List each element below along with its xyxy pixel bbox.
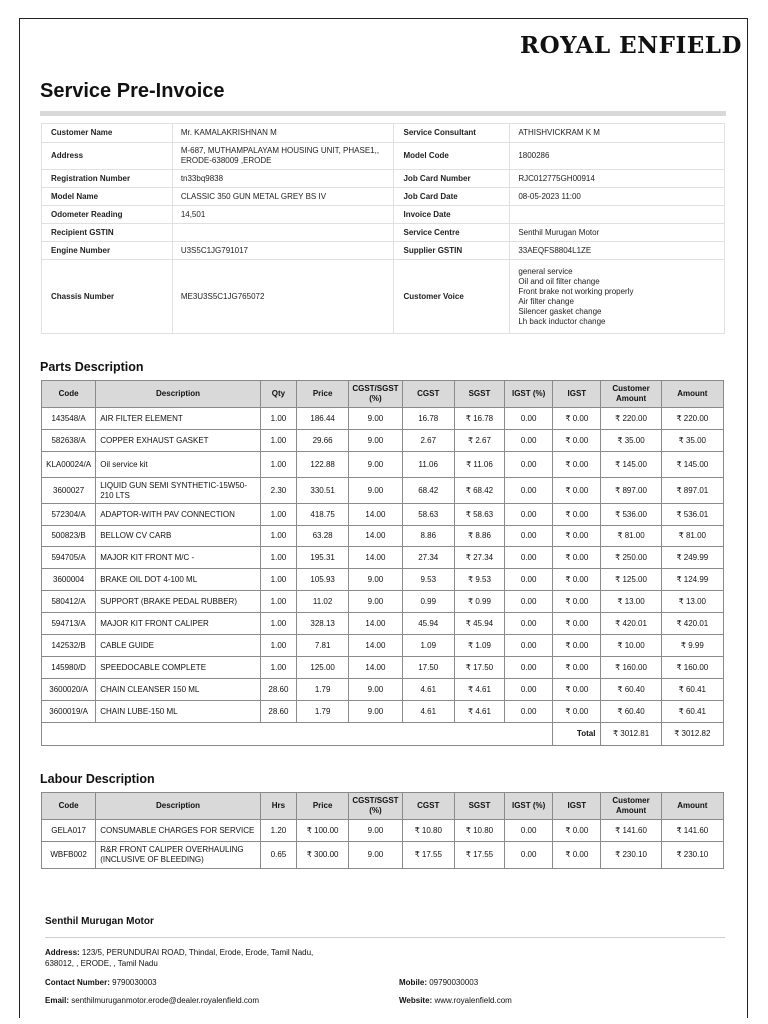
amount-cell: ₹ 230.10 bbox=[661, 842, 723, 869]
qty-cell: 1.00 bbox=[260, 635, 296, 657]
sgst-cell: ₹ 45.94 bbox=[454, 613, 504, 635]
cgst-cell: ₹ 17.55 bbox=[402, 842, 454, 869]
table-row bbox=[42, 504, 724, 526]
description-cell: AIR FILTER ELEMENT bbox=[96, 408, 261, 430]
info-label: Address bbox=[42, 143, 173, 170]
cgst-cell: 2.67 bbox=[402, 430, 454, 452]
code-cell: 594713/A bbox=[42, 613, 96, 635]
cgst-cell: ₹ 10.80 bbox=[402, 820, 454, 842]
code-cell: GELA017 bbox=[42, 820, 96, 842]
cgst-cell: 8.86 bbox=[402, 526, 454, 547]
qty-cell: 1.00 bbox=[260, 657, 296, 679]
column-header: Qty bbox=[260, 381, 296, 408]
qty-cell: 28.60 bbox=[260, 701, 296, 723]
column-header: IGST (%) bbox=[505, 381, 553, 408]
igst-rate-cell: 0.00 bbox=[505, 526, 553, 547]
total-spacer bbox=[42, 723, 553, 746]
table-row bbox=[42, 547, 724, 569]
price-cell: ₹ 100.00 bbox=[297, 820, 349, 842]
igst-rate-cell: 0.00 bbox=[505, 657, 553, 679]
info-label: Service Consultant bbox=[394, 124, 510, 143]
qty-cell: 28.60 bbox=[260, 679, 296, 701]
igst-rate-cell: 0.00 bbox=[505, 635, 553, 657]
code-cell: 500823/B bbox=[42, 526, 96, 547]
info-value: CLASSIC 350 GUN METAL GREY BS IV bbox=[172, 188, 394, 206]
description-cell: SUPPORT (BRAKE PEDAL RUBBER) bbox=[96, 591, 261, 613]
gst-rate-cell: 9.00 bbox=[349, 569, 402, 591]
gst-rate-cell: 9.00 bbox=[349, 591, 402, 613]
cgst-cell: 16.78 bbox=[402, 408, 454, 430]
description-cell: SPEEDOCABLE COMPLETE bbox=[96, 657, 261, 679]
code-cell: 145980/D bbox=[42, 657, 96, 679]
table-row bbox=[42, 430, 724, 452]
labour-heading: Labour Description bbox=[40, 772, 155, 786]
title-divider bbox=[40, 111, 726, 116]
sgst-cell: ₹ 27.34 bbox=[454, 547, 504, 569]
info-row bbox=[42, 124, 725, 143]
labour-table bbox=[41, 792, 724, 869]
table-row bbox=[42, 591, 724, 613]
description-cell: R&R FRONT CALIPER OVERHAULING (INCLUSIVE OF BLEEDING) bbox=[96, 842, 261, 869]
price-cell: 105.93 bbox=[297, 569, 349, 591]
price-cell: 125.00 bbox=[297, 657, 349, 679]
qty-cell: 0.65 bbox=[260, 842, 296, 869]
gst-rate-cell: 14.00 bbox=[349, 657, 402, 679]
info-row bbox=[42, 224, 725, 242]
gst-rate-cell: 9.00 bbox=[349, 679, 402, 701]
sgst-cell: ₹ 2.67 bbox=[454, 430, 504, 452]
column-header: Customer Amount bbox=[601, 381, 661, 408]
igst-rate-cell: 0.00 bbox=[505, 701, 553, 723]
table-row bbox=[42, 842, 724, 869]
address-value: 123/5, PERUNDURAI ROAD, Thindal, Erode, Erode, Tamil Nadu, 638012, , ERODE, , Tamil Nadu bbox=[45, 948, 314, 968]
customer-amount-cell: ₹ 81.00 bbox=[601, 526, 661, 547]
info-value: 14,501 bbox=[172, 206, 394, 224]
info-label: Model Name bbox=[42, 188, 173, 206]
qty-cell: 1.00 bbox=[260, 591, 296, 613]
cgst-cell: 45.94 bbox=[402, 613, 454, 635]
amount-cell: ₹ 13.00 bbox=[661, 591, 723, 613]
price-cell: 7.81 bbox=[297, 635, 349, 657]
igst-rate-cell: 0.00 bbox=[505, 430, 553, 452]
table-row bbox=[42, 478, 724, 504]
gst-rate-cell: 14.00 bbox=[349, 526, 402, 547]
code-cell: WBFB002 bbox=[42, 842, 96, 869]
column-header: IGST (%) bbox=[505, 793, 553, 820]
email-value[interactable]: senthilmuruganmotor.erode@dealer.royalenfield.com bbox=[71, 996, 260, 1005]
sgst-cell: ₹ 11.06 bbox=[454, 452, 504, 478]
amount-cell: ₹ 124.99 bbox=[661, 569, 723, 591]
sgst-cell: ₹ 17.50 bbox=[454, 657, 504, 679]
info-value: tn33bq9838 bbox=[172, 170, 394, 188]
royal-enfield-logo: ROYAL ENFIELD bbox=[520, 32, 742, 59]
total-amount: ₹ 3012.82 bbox=[661, 723, 723, 746]
igst-rate-cell: 0.00 bbox=[505, 452, 553, 478]
info-label: Service Centre bbox=[394, 224, 510, 242]
column-header: SGST bbox=[454, 793, 504, 820]
dealer-email bbox=[45, 995, 259, 1006]
email-label: Email: bbox=[45, 996, 70, 1005]
description-cell: CHAIN CLEANSER 150 ML bbox=[96, 679, 261, 701]
table-row bbox=[42, 408, 724, 430]
qty-cell: 1.00 bbox=[260, 569, 296, 591]
igst-cell: ₹ 0.00 bbox=[553, 613, 601, 635]
column-header: SGST bbox=[454, 381, 504, 408]
column-header: Price bbox=[297, 793, 349, 820]
info-value: 08-05-2023 11:00 bbox=[510, 188, 725, 206]
qty-cell: 1.20 bbox=[260, 820, 296, 842]
dealer-address bbox=[45, 947, 320, 969]
amount-cell: ₹ 249.99 bbox=[661, 547, 723, 569]
description-cell: MAJOR KIT FRONT CALIPER bbox=[96, 613, 261, 635]
qty-cell: 1.00 bbox=[260, 408, 296, 430]
price-cell: 195.31 bbox=[297, 547, 349, 569]
customer-amount-cell: ₹ 60.40 bbox=[601, 701, 661, 723]
info-label: Job Card Date bbox=[394, 188, 510, 206]
amount-cell: ₹ 420.01 bbox=[661, 613, 723, 635]
description-cell: MAJOR KIT FRONT M/C - bbox=[96, 547, 261, 569]
info-label: Invoice Date bbox=[394, 206, 510, 224]
igst-cell: ₹ 0.00 bbox=[553, 408, 601, 430]
code-cell: 3600020/A bbox=[42, 679, 96, 701]
info-row bbox=[42, 143, 725, 170]
igst-rate-cell: 0.00 bbox=[505, 591, 553, 613]
table-row bbox=[42, 452, 724, 478]
amount-cell: ₹ 897.01 bbox=[661, 478, 723, 504]
amount-cell: ₹ 35.00 bbox=[661, 430, 723, 452]
sgst-cell: ₹ 58.63 bbox=[454, 504, 504, 526]
info-label: Registration Number bbox=[42, 170, 173, 188]
igst-cell: ₹ 0.00 bbox=[553, 478, 601, 504]
price-cell: 1.79 bbox=[297, 701, 349, 723]
gst-rate-cell: 9.00 bbox=[349, 452, 402, 478]
code-cell: 3600019/A bbox=[42, 701, 96, 723]
info-label: Recipient GSTIN bbox=[42, 224, 173, 242]
gst-rate-cell: 9.00 bbox=[349, 842, 402, 869]
info-label: Odometer Reading bbox=[42, 206, 173, 224]
igst-cell: ₹ 0.00 bbox=[553, 504, 601, 526]
igst-cell: ₹ 0.00 bbox=[553, 701, 601, 723]
table-row bbox=[42, 820, 724, 842]
sgst-cell: ₹ 68.42 bbox=[454, 478, 504, 504]
code-cell: KLA00024/A bbox=[42, 452, 96, 478]
price-cell: 186.44 bbox=[297, 408, 349, 430]
cgst-cell: 58.63 bbox=[402, 504, 454, 526]
contact-label: Contact Number: bbox=[45, 978, 110, 987]
info-label: Model Code bbox=[394, 143, 510, 170]
price-cell: 330.51 bbox=[297, 478, 349, 504]
igst-rate-cell: 0.00 bbox=[505, 408, 553, 430]
description-cell: LIQUID GUN SEMI SYNTHETIC-15W50-210 LTS bbox=[96, 478, 261, 504]
cgst-cell: 27.34 bbox=[402, 547, 454, 569]
gst-rate-cell: 9.00 bbox=[349, 478, 402, 504]
column-header: Amount bbox=[661, 381, 723, 408]
info-value: Senthil Murugan Motor bbox=[510, 224, 725, 242]
website-label: Website: bbox=[399, 996, 433, 1005]
qty-cell: 1.00 bbox=[260, 547, 296, 569]
website-value[interactable]: www.royalenfield.com bbox=[434, 996, 512, 1005]
info-value: M-687, MUTHAMPALAYAM HOUSING UNIT, PHASE1,, ERODE-638009 ,ERODE bbox=[172, 143, 394, 170]
sgst-cell: ₹ 17.55 bbox=[454, 842, 504, 869]
code-cell: 582638/A bbox=[42, 430, 96, 452]
igst-cell: ₹ 0.00 bbox=[553, 657, 601, 679]
igst-cell: ₹ 0.00 bbox=[553, 820, 601, 842]
info-value: Mr. KAMALAKRISHNAN M bbox=[172, 124, 394, 143]
amount-cell: ₹ 60.41 bbox=[661, 679, 723, 701]
customer-amount-cell: ₹ 141.60 bbox=[601, 820, 661, 842]
cgst-cell: 68.42 bbox=[402, 478, 454, 504]
column-header: CGST/SGST (%) bbox=[349, 381, 402, 408]
amount-cell: ₹ 60.41 bbox=[661, 701, 723, 723]
sgst-cell: ₹ 9.53 bbox=[454, 569, 504, 591]
igst-rate-cell: 0.00 bbox=[505, 679, 553, 701]
code-cell: 143548/A bbox=[42, 408, 96, 430]
info-value: 1800286 bbox=[510, 143, 725, 170]
customer-voice-line: Lh back inductor change bbox=[518, 316, 606, 326]
gst-rate-cell: 9.00 bbox=[349, 701, 402, 723]
price-cell: 1.79 bbox=[297, 679, 349, 701]
igst-rate-cell: 0.00 bbox=[505, 613, 553, 635]
customer-amount-cell: ₹ 420.01 bbox=[601, 613, 661, 635]
igst-cell: ₹ 0.00 bbox=[553, 526, 601, 547]
igst-rate-cell: 0.00 bbox=[505, 504, 553, 526]
igst-cell: ₹ 0.00 bbox=[553, 842, 601, 869]
code-cell: 3600027 bbox=[42, 478, 96, 504]
info-row bbox=[42, 206, 725, 224]
igst-cell: ₹ 0.00 bbox=[553, 679, 601, 701]
igst-cell: ₹ 0.00 bbox=[553, 591, 601, 613]
table-row bbox=[42, 526, 724, 547]
cgst-cell: 4.61 bbox=[402, 679, 454, 701]
info-label: Supplier GSTIN bbox=[394, 242, 510, 260]
gst-rate-cell: 14.00 bbox=[349, 635, 402, 657]
page-title: Service Pre-Invoice bbox=[40, 80, 225, 102]
sgst-cell: ₹ 8.86 bbox=[454, 526, 504, 547]
info-value: U3S5C1JG791017 bbox=[172, 242, 394, 260]
amount-cell: ₹ 160.00 bbox=[661, 657, 723, 679]
igst-rate-cell: 0.00 bbox=[505, 820, 553, 842]
igst-cell: ₹ 0.00 bbox=[553, 547, 601, 569]
amount-cell: ₹ 141.60 bbox=[661, 820, 723, 842]
igst-rate-cell: 0.00 bbox=[505, 547, 553, 569]
contact-value: 9790030003 bbox=[112, 978, 157, 987]
sgst-cell: ₹ 16.78 bbox=[454, 408, 504, 430]
chassis-label: Chassis Number bbox=[42, 260, 173, 334]
cgst-cell: 17.50 bbox=[402, 657, 454, 679]
customer-amount-cell: ₹ 250.00 bbox=[601, 547, 661, 569]
sgst-cell: ₹ 10.80 bbox=[454, 820, 504, 842]
column-header: IGST bbox=[553, 381, 601, 408]
parts-heading: Parts Description bbox=[40, 360, 144, 374]
code-cell: 142532/B bbox=[42, 635, 96, 657]
address-label: Address: bbox=[45, 948, 80, 957]
customer-amount-cell: ₹ 60.40 bbox=[601, 679, 661, 701]
info-value: RJC012775GH00914 bbox=[510, 170, 725, 188]
code-cell: 3600004 bbox=[42, 569, 96, 591]
code-cell: 594705/A bbox=[42, 547, 96, 569]
gst-rate-cell: 14.00 bbox=[349, 504, 402, 526]
customer-amount-cell: ₹ 125.00 bbox=[601, 569, 661, 591]
description-cell: BELLOW CV CARB bbox=[96, 526, 261, 547]
price-cell: ₹ 300.00 bbox=[297, 842, 349, 869]
igst-cell: ₹ 0.00 bbox=[553, 569, 601, 591]
customer-amount-cell: ₹ 10.00 bbox=[601, 635, 661, 657]
column-header: Code bbox=[42, 381, 96, 408]
customer-voice-value bbox=[510, 260, 725, 334]
customer-amount-cell: ₹ 160.00 bbox=[601, 657, 661, 679]
sgst-cell: ₹ 1.09 bbox=[454, 635, 504, 657]
info-label: Engine Number bbox=[42, 242, 173, 260]
code-cell: 572304/A bbox=[42, 504, 96, 526]
price-cell: 418.75 bbox=[297, 504, 349, 526]
customer-voice-line: Front brake not working properly bbox=[518, 286, 634, 296]
info-row bbox=[42, 242, 725, 260]
column-header: Code bbox=[42, 793, 96, 820]
column-header: Description bbox=[96, 793, 261, 820]
cgst-cell: 9.53 bbox=[402, 569, 454, 591]
table-row bbox=[42, 569, 724, 591]
total-label: Total bbox=[553, 723, 601, 746]
mobile-number bbox=[399, 977, 478, 988]
cgst-cell: 4.61 bbox=[402, 701, 454, 723]
column-header: IGST bbox=[553, 793, 601, 820]
amount-cell: ₹ 9.99 bbox=[661, 635, 723, 657]
customer-voice-label: Customer Voice bbox=[394, 260, 510, 334]
qty-cell: 1.00 bbox=[260, 452, 296, 478]
footer-divider bbox=[45, 937, 725, 938]
sgst-cell: ₹ 0.99 bbox=[454, 591, 504, 613]
price-cell: 122.88 bbox=[297, 452, 349, 478]
customer-voice-line: general service bbox=[518, 266, 573, 276]
table-row bbox=[42, 657, 724, 679]
contact-number bbox=[45, 977, 157, 988]
price-cell: 328.13 bbox=[297, 613, 349, 635]
qty-cell: 1.00 bbox=[260, 526, 296, 547]
description-cell: COPPER EXHAUST GASKET bbox=[96, 430, 261, 452]
info-value: 33AEQFS8804L1ZE bbox=[510, 242, 725, 260]
table-row bbox=[42, 613, 724, 635]
table-row bbox=[42, 701, 724, 723]
customer-info-table bbox=[41, 123, 725, 334]
customer-amount-cell: ₹ 536.00 bbox=[601, 504, 661, 526]
column-header: Customer Amount bbox=[601, 793, 661, 820]
column-header: Price bbox=[297, 381, 349, 408]
igst-cell: ₹ 0.00 bbox=[553, 452, 601, 478]
qty-cell: 1.00 bbox=[260, 430, 296, 452]
cgst-cell: 1.09 bbox=[402, 635, 454, 657]
column-header: CGST/SGST (%) bbox=[349, 793, 402, 820]
mobile-value: 09790030003 bbox=[429, 978, 479, 987]
info-row bbox=[42, 170, 725, 188]
table-row bbox=[42, 679, 724, 701]
column-header: CGST bbox=[402, 793, 454, 820]
igst-rate-cell: 0.00 bbox=[505, 478, 553, 504]
gst-rate-cell: 9.00 bbox=[349, 408, 402, 430]
customer-amount-cell: ₹ 230.10 bbox=[601, 842, 661, 869]
description-cell: CHAIN LUBE-150 ML bbox=[96, 701, 261, 723]
column-header: Amount bbox=[661, 793, 723, 820]
sgst-cell: ₹ 4.61 bbox=[454, 679, 504, 701]
qty-cell: 1.00 bbox=[260, 504, 296, 526]
dealer-website bbox=[399, 995, 512, 1006]
qty-cell: 2.30 bbox=[260, 478, 296, 504]
info-row bbox=[42, 260, 725, 334]
info-value bbox=[510, 206, 725, 224]
customer-voice-line: Oil and oil filter change bbox=[518, 276, 600, 286]
description-cell: CONSUMABLE CHARGES FOR SERVICE bbox=[96, 820, 261, 842]
column-header: CGST bbox=[402, 381, 454, 408]
cgst-cell: 0.99 bbox=[402, 591, 454, 613]
customer-amount-cell: ₹ 35.00 bbox=[601, 430, 661, 452]
amount-cell: ₹ 536.01 bbox=[661, 504, 723, 526]
description-cell: BRAKE OIL DOT 4-100 ML bbox=[96, 569, 261, 591]
description-cell: CABLE GUIDE bbox=[96, 635, 261, 657]
gst-rate-cell: 9.00 bbox=[349, 430, 402, 452]
code-cell: 580412/A bbox=[42, 591, 96, 613]
parts-total-row bbox=[42, 723, 724, 746]
gst-rate-cell: 14.00 bbox=[349, 547, 402, 569]
info-label: Customer Name bbox=[42, 124, 173, 143]
sgst-cell: ₹ 4.61 bbox=[454, 701, 504, 723]
price-cell: 63.28 bbox=[297, 526, 349, 547]
mobile-label: Mobile: bbox=[399, 978, 427, 987]
customer-amount-cell: ₹ 220.00 bbox=[601, 408, 661, 430]
igst-rate-cell: 0.00 bbox=[505, 569, 553, 591]
table-row bbox=[42, 635, 724, 657]
parts-table bbox=[41, 380, 724, 746]
amount-cell: ₹ 81.00 bbox=[661, 526, 723, 547]
gst-rate-cell: 9.00 bbox=[349, 820, 402, 842]
price-cell: 11.02 bbox=[297, 591, 349, 613]
gst-rate-cell: 14.00 bbox=[349, 613, 402, 635]
igst-cell: ₹ 0.00 bbox=[553, 635, 601, 657]
customer-voice-line: Silencer gasket change bbox=[518, 306, 602, 316]
description-cell: ADAPTOR-WITH PAV CONNECTION bbox=[96, 504, 261, 526]
price-cell: 29.66 bbox=[297, 430, 349, 452]
column-header: Hrs bbox=[260, 793, 296, 820]
amount-cell: ₹ 145.00 bbox=[661, 452, 723, 478]
info-value bbox=[172, 224, 394, 242]
customer-amount-cell: ₹ 13.00 bbox=[601, 591, 661, 613]
qty-cell: 1.00 bbox=[260, 613, 296, 635]
total-customer-amount: ₹ 3012.81 bbox=[601, 723, 661, 746]
amount-cell: ₹ 220.00 bbox=[661, 408, 723, 430]
customer-voice-line: Air filter change bbox=[518, 296, 574, 306]
igst-rate-cell: 0.00 bbox=[505, 842, 553, 869]
column-header: Description bbox=[96, 381, 261, 408]
chassis-value: ME3U3S5C1JG765072 bbox=[172, 260, 394, 334]
info-label: Job Card Number bbox=[394, 170, 510, 188]
info-row bbox=[42, 188, 725, 206]
igst-cell: ₹ 0.00 bbox=[553, 430, 601, 452]
customer-amount-cell: ₹ 897.00 bbox=[601, 478, 661, 504]
info-value: ATHISHVICKRAM K M bbox=[510, 124, 725, 143]
dealer-name: Senthil Murugan Motor bbox=[45, 916, 154, 927]
cgst-cell: 11.06 bbox=[402, 452, 454, 478]
customer-amount-cell: ₹ 145.00 bbox=[601, 452, 661, 478]
description-cell: Oil service kit bbox=[96, 452, 261, 478]
